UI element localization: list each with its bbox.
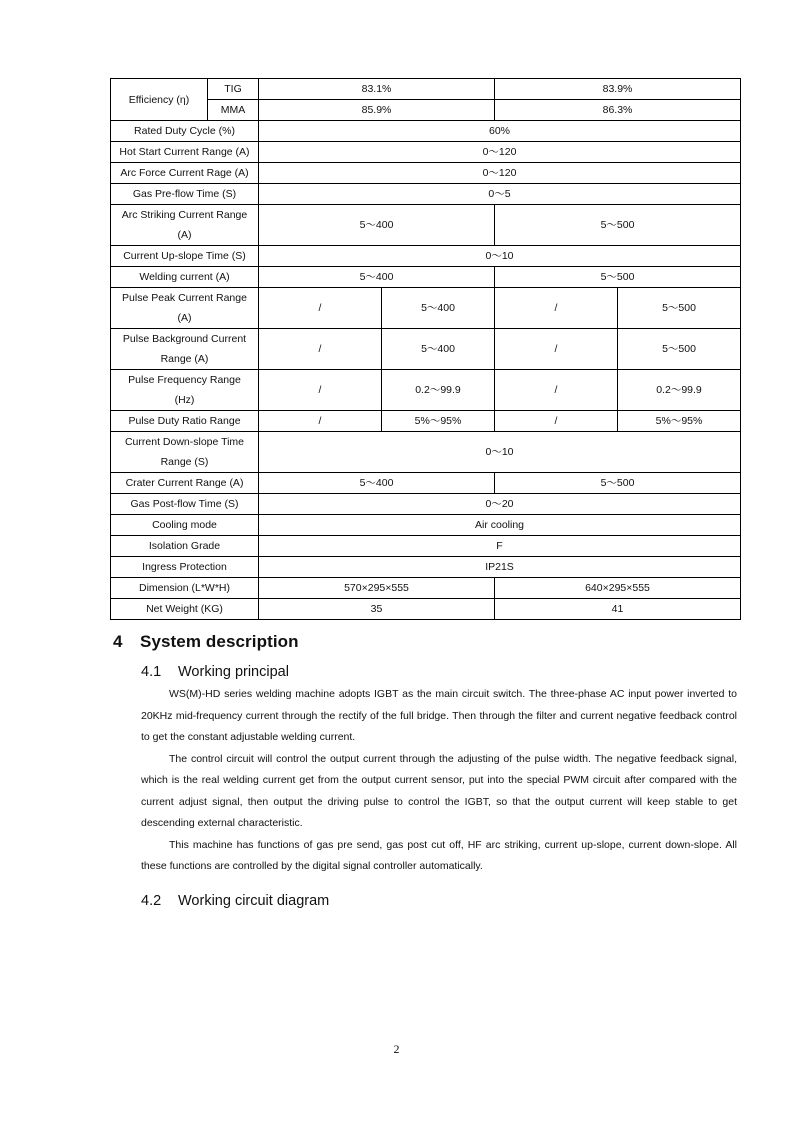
- table-row: [111, 205, 741, 246]
- table-cell: /: [259, 288, 382, 329]
- subsection-title: Working principal: [178, 664, 289, 680]
- efficiency-label: Efficiency (η): [111, 79, 208, 121]
- table-cell: 60%: [259, 121, 741, 142]
- table-row: [111, 288, 741, 329]
- row-label: Gas Post-flow Time (S): [111, 494, 259, 515]
- row-label: Dimension (L*W*H): [111, 578, 259, 599]
- table-row: [111, 494, 741, 515]
- paragraph: WS(M)-HD series welding machine adopts IGBT as the main circuit switch. The three-phase AC input power inverted to 20KHz mid-frequency current through the rectify of the full bridge. Then through the filter and current negative feedback control to get the constant adjustable welding current.: [141, 688, 737, 743]
- section-number: 4: [113, 632, 123, 651]
- label-line: Range (S): [160, 456, 209, 468]
- label-line: Pulse Background Current: [122, 333, 247, 345]
- table-cell: /: [259, 370, 382, 411]
- row-label: Gas Pre-flow Time (S): [111, 184, 259, 205]
- table-row: [111, 329, 741, 370]
- row-label: [111, 205, 259, 246]
- label-line: (Hz): [174, 394, 195, 406]
- table-cell: 5～500: [495, 473, 741, 494]
- row-label: Ingress Protection: [111, 557, 259, 578]
- table-cell: IP21S: [259, 557, 741, 578]
- table-cell: /: [495, 288, 618, 329]
- table-row: [111, 411, 741, 432]
- row-label: [111, 288, 259, 329]
- table-cell: 5～500: [495, 267, 741, 288]
- table-cell: 83.9%: [495, 79, 741, 100]
- table-cell: /: [259, 329, 382, 370]
- table-row: [111, 142, 741, 163]
- table-row: [111, 432, 741, 473]
- page-number: 2: [393, 1042, 400, 1056]
- label-line: Current Down-slope Time: [124, 436, 245, 448]
- table-row: [111, 79, 741, 100]
- subsection-heading: [141, 664, 289, 680]
- subsection-number: 4.1: [141, 664, 162, 680]
- table-cell: /: [495, 411, 618, 432]
- table-row: [111, 267, 741, 288]
- paragraph: The control circuit will control the output current through the adjusting of the pulse width. The negative feedback signal, which is the real welding current get from the output current sensor, put into the special PWM circuit after compared with the current adjust signal, then output the driving pulse to control the IGBT, so that the output current will keep stable to get descending external characteristic.: [141, 752, 737, 829]
- table-cell: 640×295×555: [495, 578, 741, 599]
- table-cell: F: [259, 536, 741, 557]
- table-row: [111, 578, 741, 599]
- label-line: Arc Striking Current Range: [121, 209, 248, 221]
- table-cell: 5～400: [259, 473, 495, 494]
- row-label: Rated Duty Cycle (%): [111, 121, 259, 142]
- label-line: (A): [177, 229, 192, 241]
- table-row: [111, 536, 741, 557]
- subsection-heading: [141, 893, 329, 909]
- tig-label: TIG: [208, 79, 259, 100]
- table-row: [111, 515, 741, 536]
- spec-table: [110, 78, 741, 620]
- table-cell: 5～500: [495, 205, 741, 246]
- table-cell: 5～500: [618, 288, 741, 329]
- row-label: Cooling mode: [111, 515, 259, 536]
- table-cell: 5～400: [382, 288, 495, 329]
- table-cell: 86.3%: [495, 100, 741, 121]
- table-row: [111, 121, 741, 142]
- paragraph: This machine has functions of gas pre send, gas post cut off, HF arc striking, current up-slope, current down-slope. All these functions are controlled by the digital signal controller automatically.: [141, 838, 737, 872]
- table-row: [111, 370, 741, 411]
- mma-label: MMA: [208, 100, 259, 121]
- table-cell: 0.2～99.9: [382, 370, 495, 411]
- row-label: Arc Force Current Rage (A): [111, 163, 259, 184]
- table-cell: 85.9%: [259, 100, 495, 121]
- table-cell: 0～10: [259, 432, 741, 473]
- table-cell: 0～120: [259, 163, 741, 184]
- label-line: Range (A): [160, 353, 209, 365]
- table-cell: /: [495, 329, 618, 370]
- table-cell: 0～5: [259, 184, 741, 205]
- row-label: [111, 329, 259, 370]
- table-cell: /: [259, 411, 382, 432]
- table-cell: 0.2～99.9: [618, 370, 741, 411]
- section-heading: [113, 632, 299, 652]
- subsection-number: 4.2: [141, 893, 162, 909]
- table-row: [111, 184, 741, 205]
- row-label: [111, 370, 259, 411]
- label-line: (A): [177, 312, 192, 324]
- table-cell: Air cooling: [259, 515, 741, 536]
- table-cell: 570×295×555: [259, 578, 495, 599]
- table-row: [111, 246, 741, 267]
- row-label: Net Weight (KG): [111, 599, 259, 620]
- row-label: Hot Start Current Range (A): [111, 142, 259, 163]
- row-label: Current Up-slope Time (S): [111, 246, 259, 267]
- row-label: [111, 432, 259, 473]
- subsection-title: Working circuit diagram: [178, 893, 330, 909]
- table-cell: 0～10: [259, 246, 741, 267]
- table-cell: 5～400: [382, 329, 495, 370]
- label-line: Pulse Peak Current Range: [122, 292, 247, 304]
- table-cell: 35: [259, 599, 495, 620]
- table-cell: 5～400: [259, 267, 495, 288]
- table-row: [111, 163, 741, 184]
- table-cell: 5%～95%: [618, 411, 741, 432]
- body-text: [141, 684, 737, 878]
- row-label: Welding current (A): [111, 267, 259, 288]
- table-cell: 0～120: [259, 142, 741, 163]
- table-row: [111, 473, 741, 494]
- table-cell: 41: [495, 599, 741, 620]
- label-line: Pulse Frequency Range: [128, 374, 241, 386]
- row-label: Pulse Duty Ratio Range: [111, 411, 259, 432]
- table-cell: 5～400: [259, 205, 495, 246]
- table-cell: 5%～95%: [382, 411, 495, 432]
- row-label: Isolation Grade: [111, 536, 259, 557]
- table-row: [111, 557, 741, 578]
- table-cell: 83.1%: [259, 79, 495, 100]
- section-title: System description: [140, 632, 299, 651]
- table-cell: /: [495, 370, 618, 411]
- table-row: [111, 599, 741, 620]
- table-cell: 5～500: [618, 329, 741, 370]
- row-label: Crater Current Range (A): [111, 473, 259, 494]
- table-cell: 0～20: [259, 494, 741, 515]
